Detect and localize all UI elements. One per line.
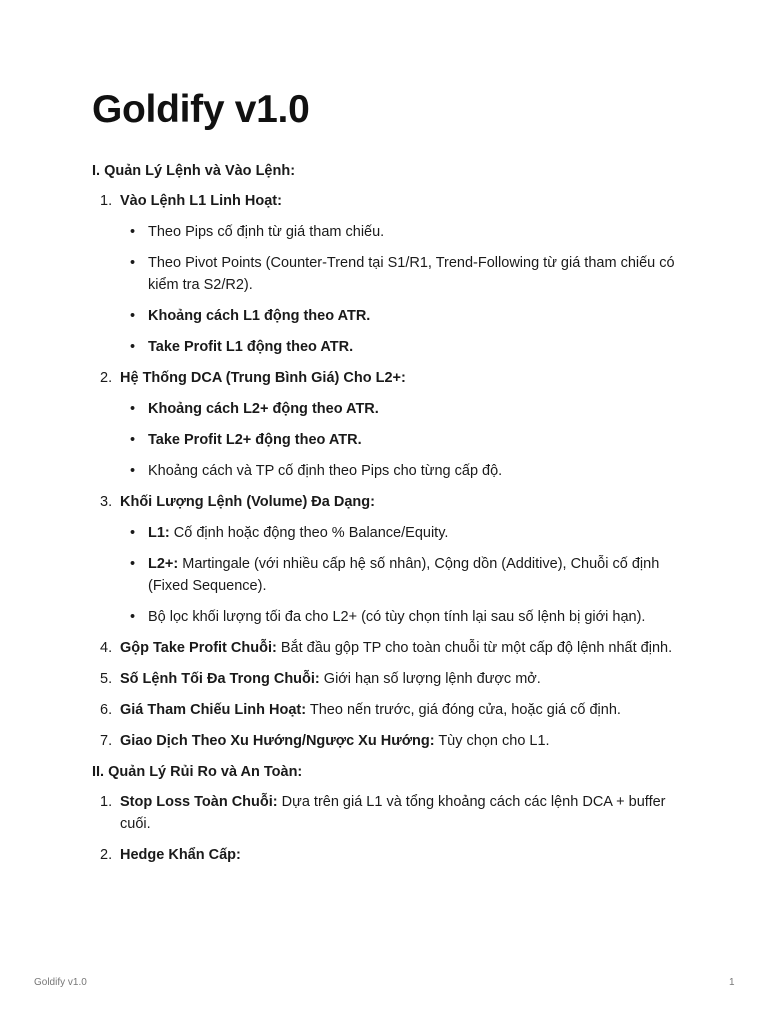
bullet-bold-text: Khoảng cách L1 động theo ATR. <box>148 308 371 324</box>
item-number: 7. <box>100 733 113 749</box>
bullet-item <box>120 336 692 358</box>
list-item <box>92 668 692 690</box>
bullet-text: Khoảng cách và TP cố định theo Pips cho từng cấp độ. <box>148 463 503 479</box>
bullet-bold-text: L2+: <box>148 556 179 572</box>
document-content <box>92 160 692 866</box>
list-item <box>92 699 692 721</box>
bullet-item <box>120 221 692 243</box>
page-number: 1 <box>729 977 735 988</box>
bullet-text: Cố định hoặc động theo % Balance/Equity. <box>169 525 449 541</box>
item-title: Stop Loss Toàn Chuỗi: <box>120 794 278 810</box>
bullet-item <box>120 460 692 482</box>
bullet-list <box>120 398 692 482</box>
item-title: Gộp Take Profit Chuỗi: <box>120 640 277 656</box>
item-number: 5. <box>100 671 113 687</box>
item-title: Hedge Khẩn Cấp: <box>120 847 241 863</box>
bullet-item <box>120 252 692 296</box>
bullet-icon: • <box>130 308 136 324</box>
bullet-icon: • <box>130 339 136 355</box>
item-title: Giá Tham Chiếu Linh Hoạt: <box>120 702 307 718</box>
list-item <box>92 491 692 628</box>
bullet-bold-text: Khoảng cách L2+ động theo ATR. <box>148 401 379 417</box>
item-title: Khối Lượng Lệnh (Volume) Đa Dạng: <box>120 494 375 510</box>
item-text: Tùy chọn cho L1. <box>434 733 550 749</box>
item-text: Dựa trên giá L1 và tổng khoảng cách các lệnh DCA + buffer cuối. <box>120 794 666 832</box>
bullet-text: Bộ lọc khối lượng tối đa cho L2+ (có tùy chọn tính lại sau số lệnh bị giới hạn). <box>148 609 646 625</box>
bullet-item <box>120 522 692 544</box>
item-title: Giao Dịch Theo Xu Hướng/Ngược Xu Hướng: <box>120 733 435 749</box>
section-heading: II. Quản Lý Rủi Ro và An Toàn: <box>92 764 303 780</box>
footer-title: Goldify v1.0 <box>34 977 87 988</box>
item-text: Theo nến trước, giá đóng cửa, hoặc giá cố định. <box>306 702 621 718</box>
list-item <box>92 791 692 835</box>
bullet-icon: • <box>130 609 136 625</box>
item-number: 6. <box>100 702 113 718</box>
item-number: 3. <box>100 494 113 510</box>
list-item <box>92 190 692 358</box>
list-item <box>92 844 692 866</box>
bullet-icon: • <box>130 556 136 572</box>
bullet-icon: • <box>130 463 136 479</box>
item-number: 1. <box>100 193 113 209</box>
section-heading: I. Quản Lý Lệnh và Vào Lệnh: <box>92 163 296 179</box>
bullet-bold-text: L1: <box>148 525 170 541</box>
item-number: 4. <box>100 640 113 656</box>
bullet-icon: • <box>130 432 136 448</box>
document-title: Goldify v1.0 <box>92 88 310 131</box>
bullet-item <box>120 553 692 597</box>
bullet-text: Martingale (với nhiều cấp hệ số nhân), Cộng dồn (Additive), Chuỗi cố định (Fixed Sequence). <box>148 556 660 594</box>
bullet-bold-text: Take Profit L1 động theo ATR. <box>148 339 354 355</box>
list-item <box>92 637 692 659</box>
bullet-list <box>120 221 692 358</box>
bullet-icon: • <box>130 401 136 417</box>
bullet-item <box>120 305 692 327</box>
bullet-icon: • <box>130 255 136 271</box>
bullet-icon: • <box>130 224 136 240</box>
bullet-item <box>120 429 692 451</box>
item-title: Hệ Thống DCA (Trung Bình Giá) Cho L2+: <box>120 370 406 386</box>
item-number: 2. <box>100 370 113 386</box>
bullet-icon: • <box>130 525 136 541</box>
bullet-item <box>120 606 692 628</box>
item-number: 2. <box>100 847 113 863</box>
item-title: Vào Lệnh L1 Linh Hoạt: <box>120 193 282 209</box>
bullet-text: Theo Pips cố định từ giá tham chiếu. <box>148 224 385 240</box>
list-item <box>92 730 692 752</box>
item-title: Số Lệnh Tối Đa Trong Chuỗi: <box>120 671 320 687</box>
item-number: 1. <box>100 794 113 810</box>
item-text: Giới hạn số lượng lệnh được mở. <box>319 671 541 687</box>
bullet-text: Theo Pivot Points (Counter-Trend tại S1/R1, Trend-Following từ giá tham chiếu có kiểm tra S2/R2). <box>148 255 675 293</box>
item-text: Bắt đầu gộp TP cho toàn chuỗi từ một cấp độ lệnh nhất định. <box>276 640 673 656</box>
document-page <box>92 82 692 875</box>
bullet-list <box>120 522 692 628</box>
numbered-list <box>92 791 692 866</box>
list-item <box>92 367 692 482</box>
bullet-item <box>120 398 692 420</box>
numbered-list <box>92 190 692 752</box>
bullet-bold-text: Take Profit L2+ động theo ATR. <box>148 432 362 448</box>
